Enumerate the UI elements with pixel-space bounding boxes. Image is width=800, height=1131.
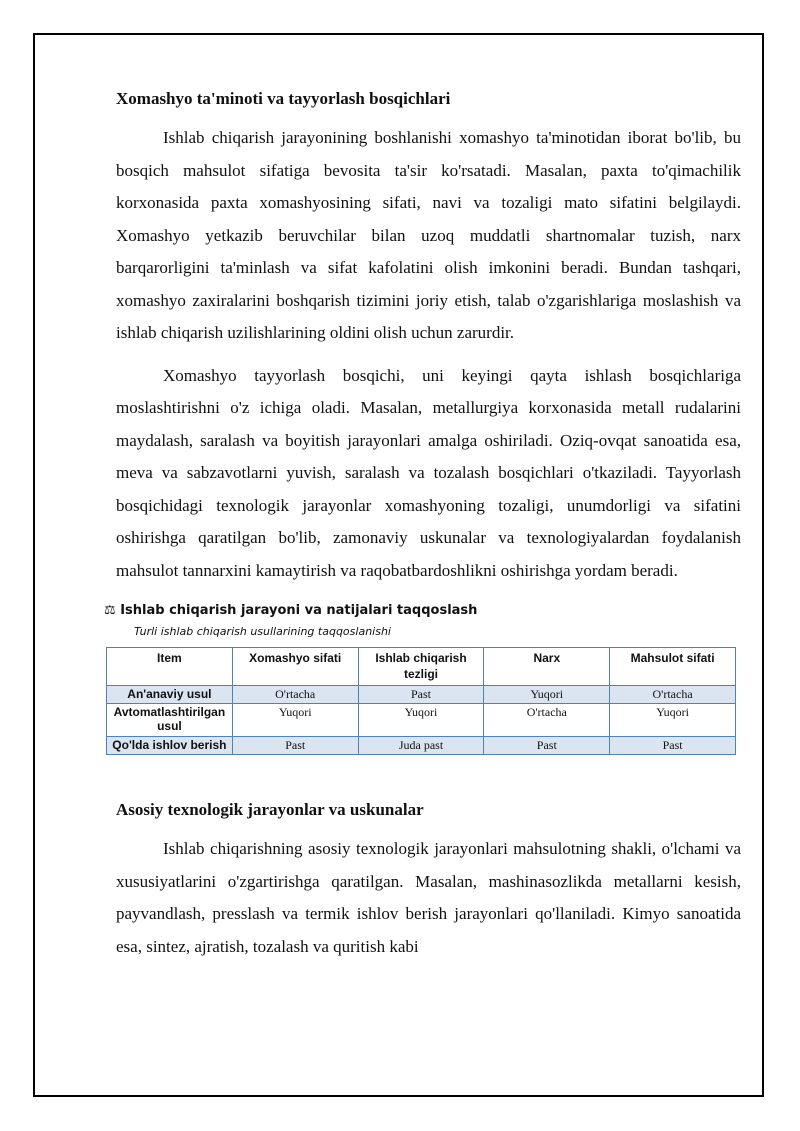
paragraph-2: Xomashyo tayyorlash bosqichi, uni keyingi qayta ishlash bosqichlariga moslashtirishni o'z ichiga oladi. Masalan, metallurgiya korxonasida metall rudalarini maydalash, saralash va boyitish jarayonlari amalga oshiriladi. Oziq-ovqat sanoatida esa, meva va sabzavotlarni yuvish, saralash va tozalash bosqichlari o'tkaziladi. Tayyorlash bosqichidagi texnologik jarayonlar xomashyoning tozaligi, unumdorligi va sifatini oshirishga qaratilgan bo'lib, zamonaviy uskunalar va texnologiyalardan foydalanish mahsulot tannarxini kamaytirish va raqobatbardoshlikni oshirishga yordam beradi. xyxy=(116,365,741,580)
table-cell: O'rtacha xyxy=(484,704,610,737)
table-cell: Yuqori xyxy=(358,704,484,737)
table-cell: Past xyxy=(484,737,610,755)
table-cell: Past xyxy=(358,686,484,704)
table-row xyxy=(107,737,736,755)
table-cell: O'rtacha xyxy=(610,686,736,704)
section-heading-raw-material: Xomashyo ta'minoti va tayyorlash bosqichlari xyxy=(116,89,451,108)
table-cell: Yuqori xyxy=(610,704,736,737)
comparison-table xyxy=(106,647,736,755)
table-cell: Juda past xyxy=(358,737,484,755)
header-price: Narx xyxy=(484,648,610,686)
table-caption xyxy=(104,601,741,621)
header-raw-material-quality: Xomashyo sifati xyxy=(232,648,358,686)
table-caption-text: Ishlab chiqarish jarayoni va natijalari taqqoslash xyxy=(120,603,478,618)
table-cell: Yuqori xyxy=(484,686,610,704)
section-heading-technology: Asosiy texnologik jarayonlar va uskunalar xyxy=(116,800,424,819)
header-item: Item xyxy=(107,648,233,686)
paragraph-3: Ishlab chiqarishning asosiy texnologik jarayonlari mahsulotning shakli, o'lchami va xususiyatlarini o'zgartirishga qaratilgan. Masalan, mashinasozlikda metallarni kesish, payvandlash, presslash va termik ishlov berish jarayonlari qo'llaniladi. Kimyo sanoatida esa, sintez, ajratish, tozalash va quritish kabi xyxy=(116,839,741,956)
table-cell: Yuqori xyxy=(232,704,358,737)
row-label: Avtomatlashtirilgan usul xyxy=(107,704,233,737)
table-cell: O'rtacha xyxy=(232,686,358,704)
row-label: An'anaviy usul xyxy=(107,686,233,704)
table-row xyxy=(107,686,736,704)
document-body xyxy=(104,86,741,963)
table-cell: Past xyxy=(232,737,358,755)
table-row xyxy=(107,704,736,737)
table-cell: Past xyxy=(610,737,736,755)
table-subcaption: Turli ishlab chiqarish usullarining taqqoslanishi xyxy=(134,625,391,638)
scale-icon: ⚖ xyxy=(104,603,116,618)
row-label: Qo'lda ishlov berish xyxy=(107,737,233,755)
header-production-speed: Ishlab chiqarish tezligi xyxy=(358,648,484,686)
paragraph-1: Ishlab chiqarish jarayonining boshlanishi xomashyo ta'minotidan iborat bo'lib, bu bosqich mahsulot sifatiga bevosita ta'sir ko'rsatadi. Masalan, paxta to'qimachilik korxonasida paxta xomashyosining sifati, navi va tozaligi mato sifatini belgilaydi. Xomashyo yetkazib beruvchilar bilan uzoq muddatli shartnomalar tuzish, narx barqarorligini ta'minlash va sifat kafolatini olish imkonini beradi. Bundan tashqari, xomashyo zaxiralarini boshqarish tizimini joriy etish, talab o'zgarishlariga moslashish va ishlab chiqarish uzilishlarining oldini olish uchun zarurdir. xyxy=(116,128,741,342)
header-product-quality: Mahsulot sifati xyxy=(610,648,736,686)
table-header-row xyxy=(107,648,736,686)
